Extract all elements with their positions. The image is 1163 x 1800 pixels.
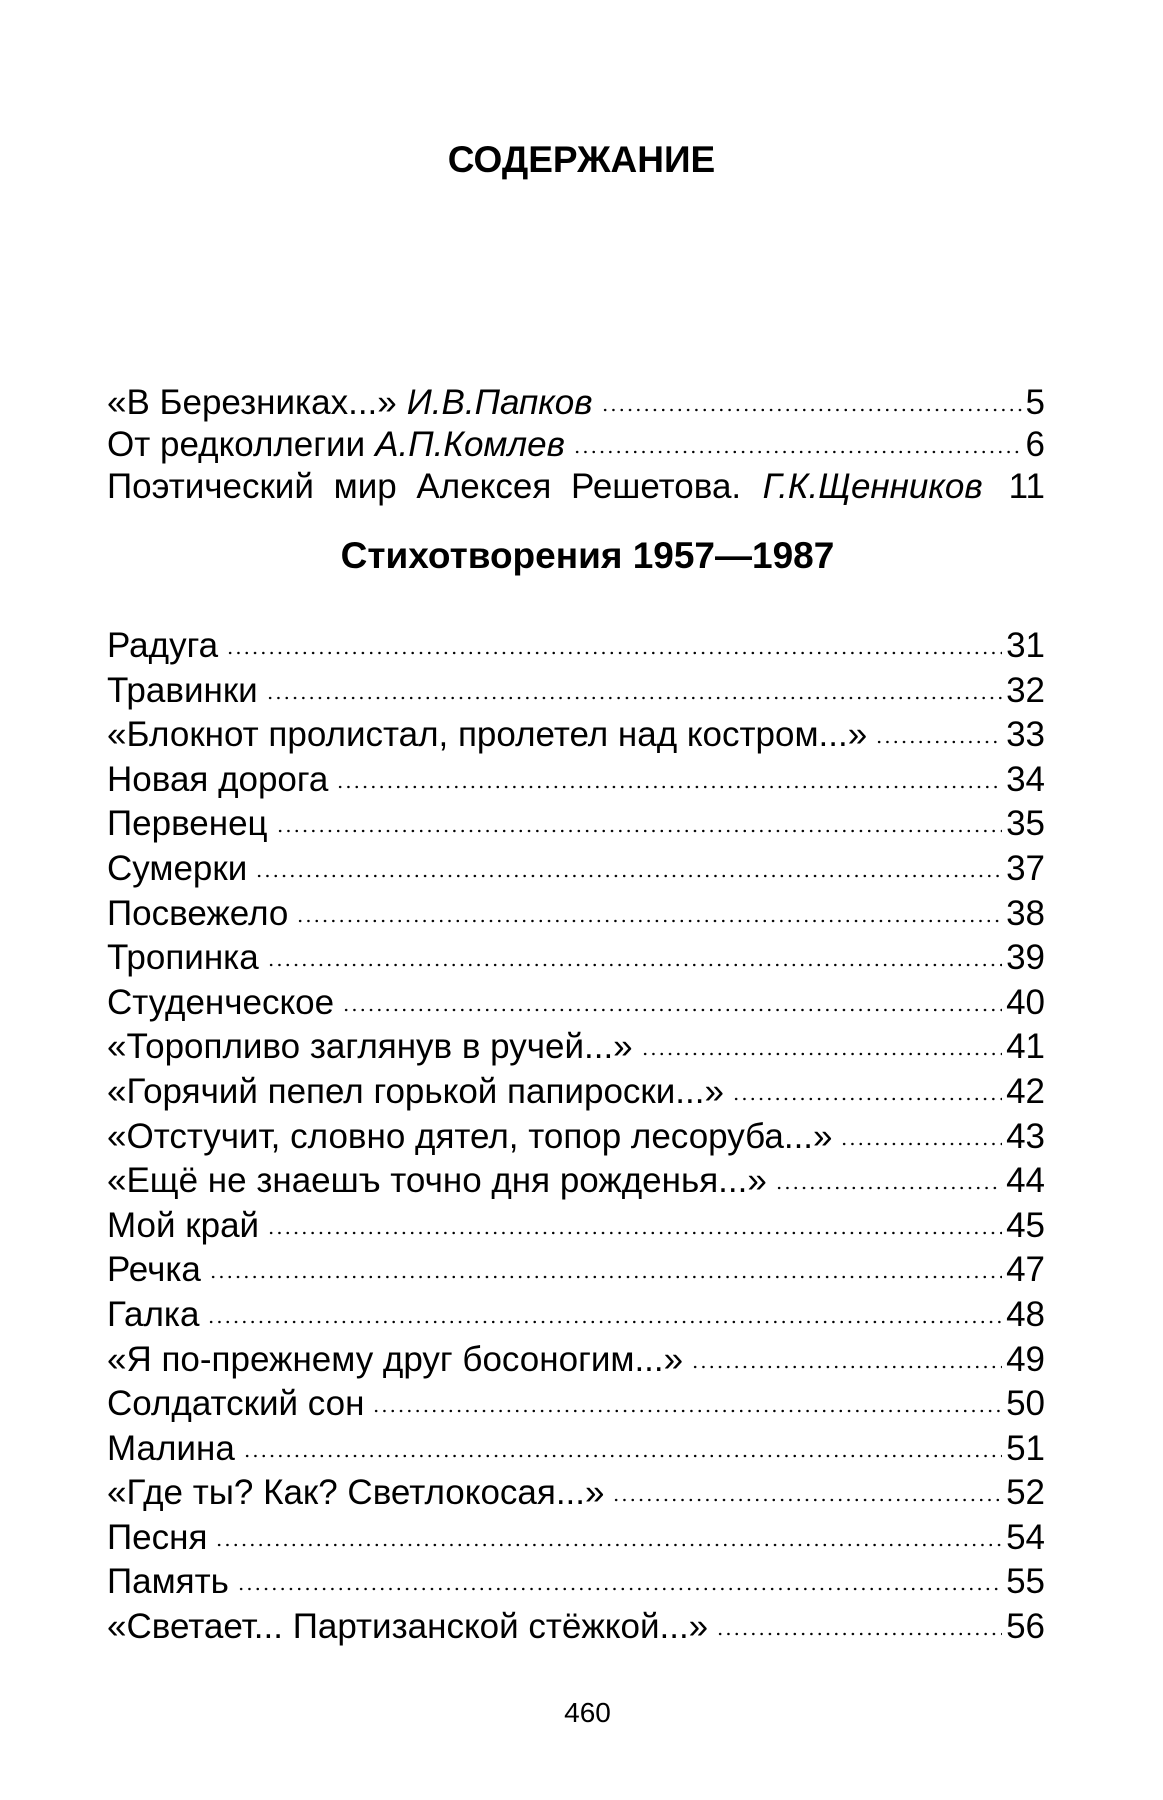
entry-title: Мой край <box>107 1205 260 1245</box>
toc-entry <box>107 1204 1045 1249</box>
entry-title: «В Березниках...» <box>107 383 397 422</box>
entry-title: Солдатский сон <box>107 1384 365 1424</box>
entry-page-number: 48 <box>1006 1294 1045 1334</box>
page-number: 460 <box>564 1697 611 1728</box>
dot-leader <box>209 1275 1002 1279</box>
toc-entry <box>107 1248 1045 1293</box>
entry-title: Радуга <box>107 626 219 665</box>
dot-leader <box>372 1409 1002 1413</box>
dot-leader <box>612 1498 1002 1502</box>
toc-entry <box>107 981 1045 1026</box>
entry-page-number: 43 <box>1006 1116 1045 1156</box>
entry-author: А.П.Комлев <box>375 425 565 464</box>
entry-page-number: 5 <box>1025 383 1045 422</box>
entry-title: «Блокнот пролистал, пролетел над костром...» <box>107 715 868 755</box>
dot-leader <box>342 1008 1002 1012</box>
entry-title: «Торопливо заглянув в ручей...» <box>107 1027 633 1067</box>
entry-page-number: 39 <box>1006 938 1045 978</box>
entry-page-number: 33 <box>1006 715 1045 755</box>
entry-author: Г.К.Щенников <box>762 467 983 506</box>
toc-entry <box>107 892 1045 937</box>
entry-page-number: 6 <box>1025 425 1045 464</box>
entry-title: Травинки <box>107 670 258 710</box>
entry-page-number: 56 <box>1006 1607 1045 1647</box>
page-title: СОДЕРЖАНИЕ <box>447 139 716 180</box>
dot-leader <box>840 1142 1002 1146</box>
toc-entry <box>107 669 1045 714</box>
leader-gap <box>983 492 1003 496</box>
toc-entry <box>107 1159 1045 1204</box>
entry-title: Речка <box>107 1250 201 1290</box>
toc-entry <box>107 1070 1045 1115</box>
entry-page-number: 11 <box>1008 467 1045 506</box>
entry-page-number: 37 <box>1006 848 1045 888</box>
front-matter-list <box>107 381 1045 507</box>
entry-page-number: 55 <box>1006 1562 1045 1602</box>
toc-entry <box>107 423 1045 465</box>
entry-title-block <box>107 381 593 425</box>
entry-title: Поэтический мир Алексея Решетова. <box>107 467 742 506</box>
toc-entry <box>107 1115 1045 1160</box>
entry-title: Малина <box>107 1428 235 1468</box>
dot-leader <box>601 408 1022 412</box>
toc-entry <box>107 1516 1045 1561</box>
entry-title: Галка <box>107 1294 200 1334</box>
dot-leader <box>267 963 1002 967</box>
toc-entry <box>107 381 1045 423</box>
entry-title: «Где ты? Как? Светлокосая...» <box>107 1473 605 1513</box>
dot-leader <box>243 1454 1002 1458</box>
entry-title: «Я по-прежнему друг босоногим...» <box>107 1339 684 1379</box>
entry-page-number: 42 <box>1006 1071 1045 1111</box>
dot-leader <box>226 651 1002 655</box>
entry-page-number: 49 <box>1006 1339 1045 1379</box>
entry-page-number: 38 <box>1006 893 1045 933</box>
entry-title: Сумерки <box>107 848 248 888</box>
dot-leader <box>207 1320 1002 1324</box>
toc-entry <box>107 465 1045 507</box>
toc-entry <box>107 713 1045 758</box>
dot-leader <box>266 696 1002 700</box>
toc-entry <box>107 1427 1045 1472</box>
toc-entry <box>107 936 1045 981</box>
dot-leader <box>296 919 1002 923</box>
toc-entry <box>107 1382 1045 1427</box>
entry-page-number: 40 <box>1006 982 1045 1022</box>
toc-entry <box>107 1605 1045 1650</box>
toc-entry <box>107 1293 1045 1338</box>
toc-entry <box>107 1560 1045 1605</box>
entry-title: Студенческое <box>107 982 335 1022</box>
toc-entry <box>107 1025 1045 1070</box>
entry-title: Тропинка <box>107 938 259 978</box>
entry-page-number: 35 <box>1006 804 1045 844</box>
dot-leader <box>732 1097 1002 1101</box>
dot-leader <box>255 874 1002 878</box>
dot-leader <box>215 1543 1002 1547</box>
entry-page-number: 34 <box>1006 759 1045 799</box>
entry-author: И.В.Папков <box>406 383 593 422</box>
entry-title: Песня <box>107 1517 208 1557</box>
entry-page-number: 32 <box>1006 670 1045 710</box>
dot-leader <box>875 740 1002 744</box>
entry-page-number: 44 <box>1006 1161 1045 1201</box>
dot-leader <box>267 1231 1002 1235</box>
dot-leader <box>573 450 1022 454</box>
toc-entry <box>107 758 1045 803</box>
toc-entry <box>107 1471 1045 1516</box>
entry-title: «Отстучит, словно дятел, топор лесоруба...» <box>107 1116 833 1156</box>
entry-title-block <box>107 465 983 509</box>
toc-entry <box>107 802 1045 847</box>
dot-leader <box>716 1632 1002 1636</box>
entry-page-number: 47 <box>1006 1250 1045 1290</box>
entry-title: «Светает... Партизанской стёжкой...» <box>107 1607 709 1647</box>
entry-title: «Горячий пепел горькой папироски...» <box>107 1071 724 1111</box>
entry-title-block <box>107 423 565 467</box>
poems-list <box>107 624 1045 1650</box>
toc-entry <box>107 1338 1045 1383</box>
dot-leader <box>336 785 1002 789</box>
toc-entry <box>107 847 1045 892</box>
entry-page-number: 54 <box>1006 1517 1045 1557</box>
entry-page-number: 50 <box>1006 1384 1045 1424</box>
entry-page-number: 51 <box>1006 1428 1045 1468</box>
entry-page-number: 45 <box>1006 1205 1045 1245</box>
dot-leader <box>641 1052 1002 1056</box>
entry-title: Новая дорога <box>107 759 329 799</box>
dot-leader <box>691 1365 1002 1369</box>
toc-entry <box>107 624 1045 669</box>
entry-title: Память <box>107 1562 229 1602</box>
entry-title: «Ещё не знаешъ точно дня рожденья...» <box>107 1161 767 1201</box>
section-title: Стихотворения 1957—1987 <box>340 535 835 576</box>
entry-page-number: 31 <box>1006 626 1045 665</box>
entry-page-number: 52 <box>1006 1473 1045 1513</box>
dot-leader <box>237 1587 1002 1591</box>
entry-title: От редколлегии <box>107 425 366 464</box>
dot-leader <box>276 829 1002 833</box>
entry-title: Посвежело <box>107 893 289 933</box>
entry-page-number: 41 <box>1006 1027 1045 1067</box>
entry-title: Первенец <box>107 804 268 844</box>
dot-leader <box>775 1186 1002 1190</box>
